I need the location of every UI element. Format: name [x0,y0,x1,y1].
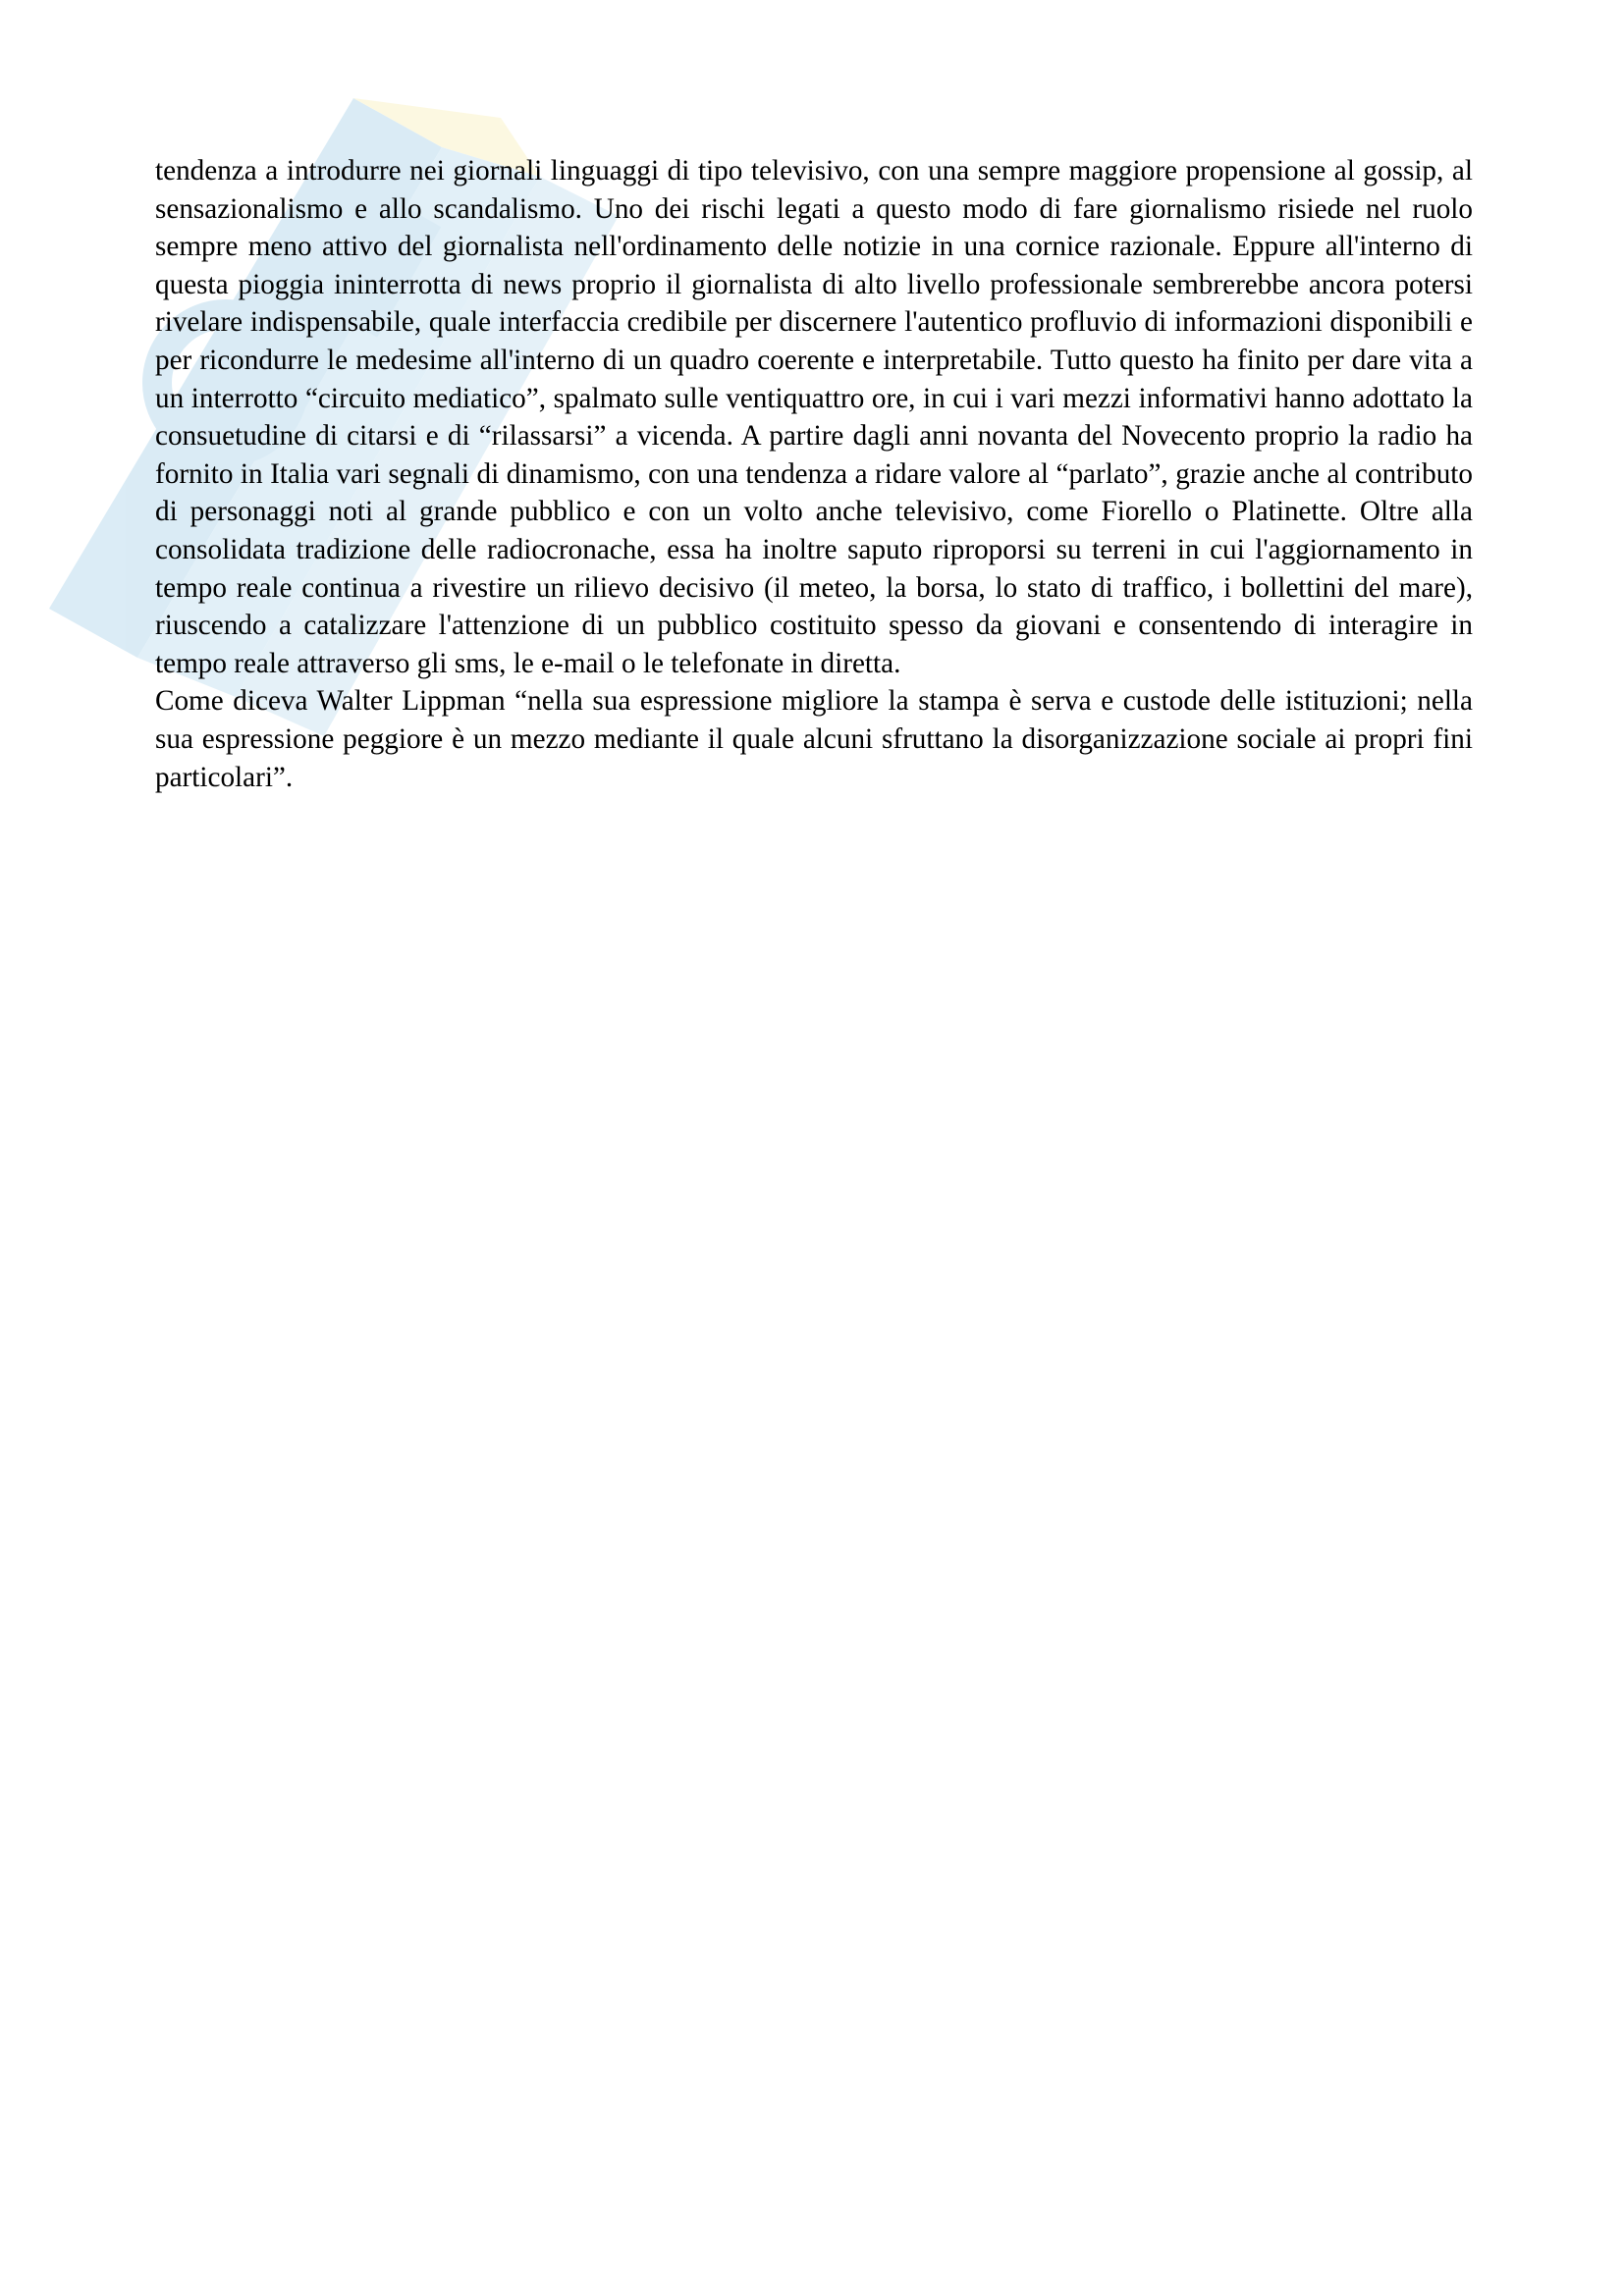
paragraph-2: Come diceva Walter Lippman “nella sua espressione migliore la stampa è serva e custode delle istituzioni; nella sua espressione peggiore è un mezzo mediante il quale alcuni sfruttano la disorganizzazione sociale ai propri fini particolari”. [155,685,1473,793]
paragraph-1: tendenza a introdurre nei giornali linguaggi di tipo televisivo, con una sempre maggiore propensione al gossip, al sensazionalismo e allo scandalismo. Uno dei rischi legati a questo modo di fare giornalismo risiede nel ruolo sempre meno attivo del giornalista nell'ordinamento delle notizie in una cornice razionale. Eppure all'interno di questa pioggia ininterrotta di news proprio il giornalista di alto livello professionale sembrerebbe ancora potersi rivelare indispensabile, quale interfaccia credibile per discernere l'autentico profluvio di informazioni disponibili e per ricondurre le medesime all'interno di un quadro coerente e interpretabile. Tutto questo ha finito per dare vita a un interrotto “circuito mediatico”, spalmato sulle ventiquattro ore, in cui i vari mezzi informativi hanno adottato la consuetudine di citarsi e di “rilassarsi” a vicenda. A partire dagli anni novanta del Novecento proprio la radio ha fornito in Italia vari segnali di dinamismo, con una tendenza a ridare valore al “parlato”, grazie anche al contributo di personaggi noti al grande pubblico e con un volto anche televisivo, come Fiorello o Platinette. Oltre alla consolidata tradizione delle radiocronache, essa ha inoltre saputo riproporsi su terreni in cui l'aggiornamento in tempo reale continua a rivestire un rilievo decisivo (il meteo, la borsa, lo stato di traffico, i bollettini del mare), riuscendo a catalizzare l'attenzione di un pubblico costituito spesso da giovani e consentendo di interagire in tempo reale attraverso gli sms, le e-mail o le telefonate in diretta. [155,155,1473,679]
body-text [155,152,1473,796]
